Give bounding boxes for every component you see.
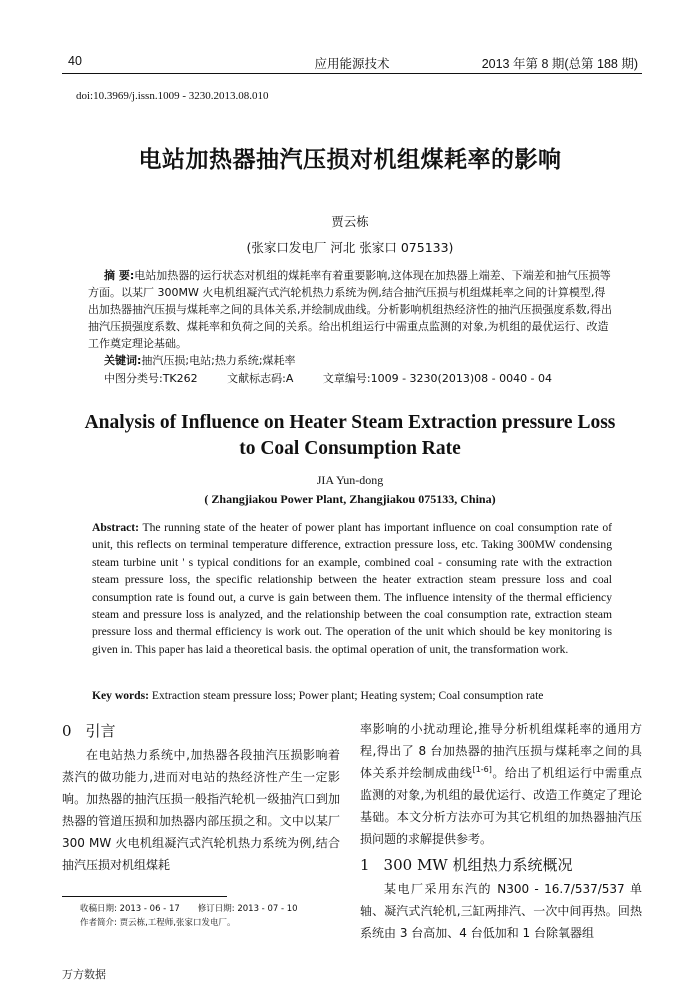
- section-0-paragraph: 在电站热力系统中,加热器各段抽汽压损影响着蒸汽的做功能力,进而对电站的热经济性产生一定影响。加热器的抽汽压损一般指汽轮机一级抽汽口到加热器的管道压损和加热器内部压损之和。文中以某厂 300 MW 火电机组凝汽式汽轮机热力系统为例,结合抽汽压损对机组煤耗: [62, 748, 340, 872]
- para-cont-b: 。给出了机组运行中需重点监测的对象,为机组的最优运行、改造工作奠定了理论基础。本文分析方法亦可为其它机组的加热器抽汽压损问题的求解提供参考。: [360, 766, 642, 846]
- abstract-cn-label: 摘 要:: [104, 269, 135, 282]
- keywords-en-text: Extraction steam pressure loss; Power plant; Heating system; Coal consumption rate: [151, 689, 544, 702]
- keywords-en-label: Key words:: [92, 689, 149, 702]
- section-0-heading: [62, 718, 340, 744]
- journal-name: 应用能源技术: [314, 57, 390, 71]
- issue-info: 2013 年第 8 期(总第 188 期): [481, 57, 638, 71]
- section-1-title: 300 MW 机组热力系统概况: [383, 856, 573, 874]
- affiliation-english: ( Zhangjiakou Power Plant, Zhangjiakou 075133, China): [204, 492, 496, 506]
- received-date: 收稿日期: 2013 - 06 - 17: [80, 904, 180, 914]
- header-rule: [62, 73, 642, 74]
- doi[interactable]: doi:10.3969/j.issn.1009 - 3230.2013.08.010: [76, 90, 269, 102]
- title-en-line-2: to Coal Consumption Rate: [239, 438, 461, 459]
- section-0-title: 引言: [85, 722, 116, 740]
- title-en-line-1: Analysis of Influence on Heater Steam Extraction pressure Loss: [84, 412, 616, 433]
- section-1-number: 1: [360, 856, 370, 874]
- section-0-number: 0: [62, 722, 72, 740]
- keywords-chinese: [104, 352, 296, 368]
- para-cont-a: 率影响的小扰动理论,推导分析机组煤耗率的通用方程,得出了 8 台加热器的抽汽压损与煤耗率之间的具体关系并绘制成曲线: [360, 722, 642, 780]
- abstract-cn-text: 电站加热器的运行状态对机组的煤耗率有着重要影响,这体现在加热器上端差、下端差和抽气压损等方面。以某厂 300MW 火电机组凝汽式汽轮机热力系统为例,结合抽汽压损与机组煤耗率之间的计算模型,得出加热器抽汽压损与煤耗率之间的具体关系,并绘制成曲线。分析影响机组热经济性的抽汽压损强度系数,得出抽汽压损强度系数、煤耗率和负荷之间的关系。给出机组运行中需重点监测的对象,为机组的最优运行、改造工作奠定理论基础。: [88, 269, 612, 350]
- keywords-english: [92, 689, 622, 702]
- keywords-cn-label: 关键词:: [104, 354, 142, 367]
- section-1-heading: [360, 852, 642, 878]
- keywords-cn-text: 抽汽压损;电站;热力系统;煤耗率: [141, 354, 296, 367]
- affiliation-chinese: (张家口发电厂 河北 张家口 075133): [246, 240, 454, 255]
- page-number: 40: [68, 54, 82, 68]
- body-column-left: [62, 718, 340, 876]
- footnote-author-bio: 作者简介: 贾云栋,工程师,张家口发电厂。: [80, 918, 236, 928]
- abstract-english: [92, 519, 612, 658]
- author-chinese: 贾云栋: [331, 214, 369, 229]
- author-english: JIA Yun-dong: [316, 473, 384, 487]
- watermark: 万方数据: [62, 968, 106, 981]
- title-chinese: 电站加热器抽汽压损对机组煤耗率的影响: [138, 147, 562, 173]
- clc-number: 中图分类号:TK262: [104, 372, 198, 385]
- section-1-paragraph: 某电厂采用东汽的 N300 - 16.7/537/537 单轴、凝汽式汽轮机,三缸两排汽、一次中间再热。回热系统由 3 台高加、4 台低加和 1 台除氧器组: [360, 882, 642, 940]
- footnote-dates: [80, 902, 298, 914]
- citation-ref[interactable]: [1-6]: [472, 765, 492, 774]
- title-english: [0, 410, 700, 462]
- running-header: [62, 54, 642, 74]
- body-column-right: [360, 718, 642, 944]
- abstract-chinese: [88, 267, 612, 352]
- document-code: 文献标志码:A: [227, 372, 294, 385]
- footnote-rule: [62, 896, 227, 897]
- section-0-paragraph-continued: [360, 718, 642, 850]
- classification-line: [104, 370, 624, 386]
- article-number: 文章编号:1009 - 3230(2013)08 - 0040 - 04: [322, 372, 553, 385]
- abstract-en-label: Abstract:: [92, 521, 140, 534]
- abstract-en-text: The running state of the heater of power plant has important influence on coal consumption rate of unit, this reflects on terminal temperature difference, extraction pressure loss, etc. Taking 300MW condensing steam turbine unit ' s typical conditions for an example, combined coal - consuming rate with the extraction steam pressure loss, the specific relationship between the heater extraction steam pressure loss and coal consumption rate is found out, a curve is gain between them. The influence intensity of the thermal efficiency steam and pressure loss is analyzed, and the relationship between the coal consumption rate, extraction steam pressure loss and thermal efficiency is work out. The operation of the unit which should be key monitoring is given in. This paper has laid a theoretical basis. the optimal operation of unit, the transformation work.: [92, 521, 612, 656]
- revised-date: 修订日期: 2013 - 07 - 10: [197, 904, 298, 914]
